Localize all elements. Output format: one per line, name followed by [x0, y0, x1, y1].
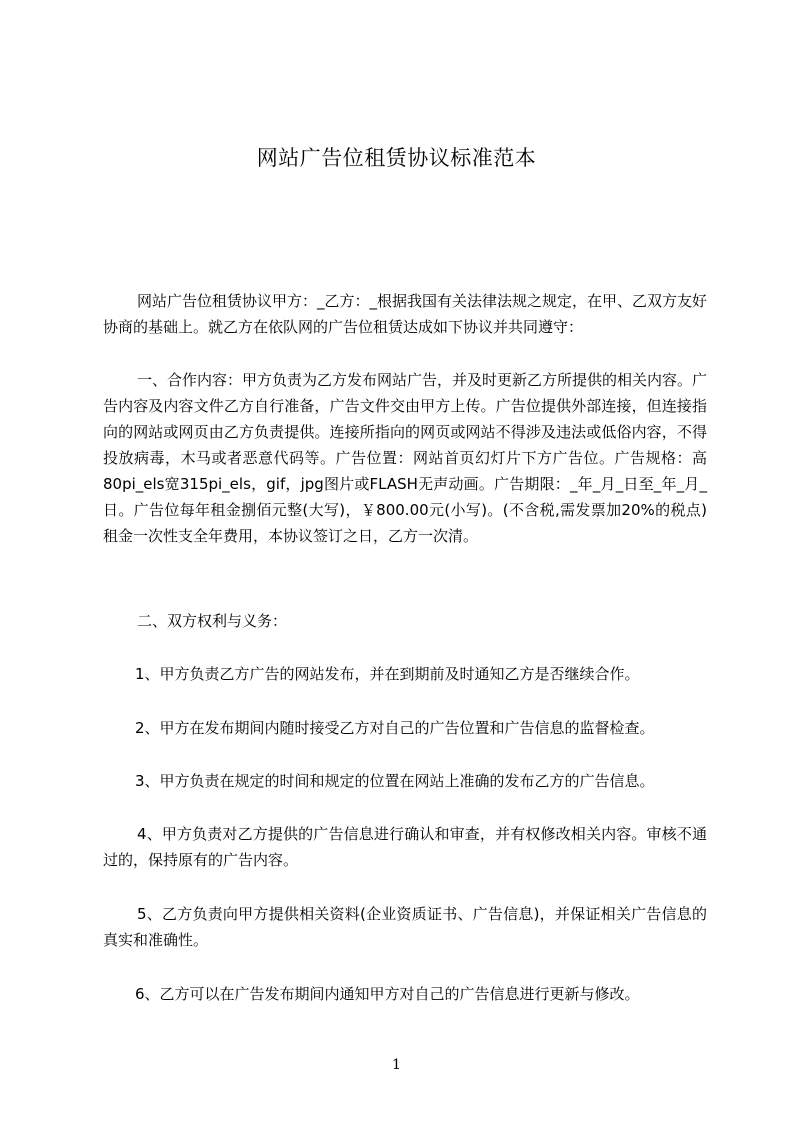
intro-paragraph: 网站广告位租赁协议甲方：_乙方：_根据我国有关法律法规之规定，在甲、乙双方友好协商的基础上。就乙方在依队网的广告位租赁达成如下协议并共同遵守：: [103, 292, 708, 336]
clause-3: 3、甲方负责在规定的时间和规定的位置在网站上准确的发布乙方的广告信息。: [135, 772, 655, 790]
clause-5: 5、乙方负责向甲方提供相关资料(企业资质证书、广告信息)，并保证相关广告信息的真实和准确性。: [103, 905, 707, 949]
section-2-heading: 二、双方权利与义务：: [137, 612, 288, 630]
page-number: 1: [392, 1057, 401, 1073]
clause-1: 1、甲方负责乙方广告的网站发布，并在到期前及时通知乙方是否继续合作。: [135, 665, 640, 683]
document-title: 网站广告位租赁协议标准范本: [256, 146, 537, 170]
clause-2: 2、甲方在发布期间内随时接受乙方对自己的广告位置和广告信息的监督检查。: [135, 719, 655, 737]
clause-4: 4、甲方负责对乙方提供的广告信息进行确认和审查，并有权修改相关内容。审核不通过的，保持原有的广告内容。: [103, 825, 707, 869]
clause-6: 6、乙方可以在广告发布期间内通知甲方对自己的广告信息进行更新与修改。: [135, 985, 640, 1003]
section-1-paragraph: 一、合作内容：甲方负责为乙方发布网站广告，并及时更新乙方所提供的相关内容。广告内容及内容文件乙方自行准备，广告文件交由甲方上传。广告位提供外部连接，但连接指向的网站或网页由乙方负责提供。连接所指向的网页或网站不得涉及违法或低俗内容，不得投放病毒，木马或者恶意代码等。广告位置：网站首页幻灯片下方广告位。广告规格：高80pi_els宽315pi_els，gif，jpg图片或FLASH无声动画。广告期限：_年_月_日至_年_月_日。广告位每年租金捌佰元整(大写)，￥800.00元(小写)。(不含税,需发票加20%的税点)租金一次性支全年费用，本协议签订之日，乙方一次清。: [103, 371, 708, 545]
